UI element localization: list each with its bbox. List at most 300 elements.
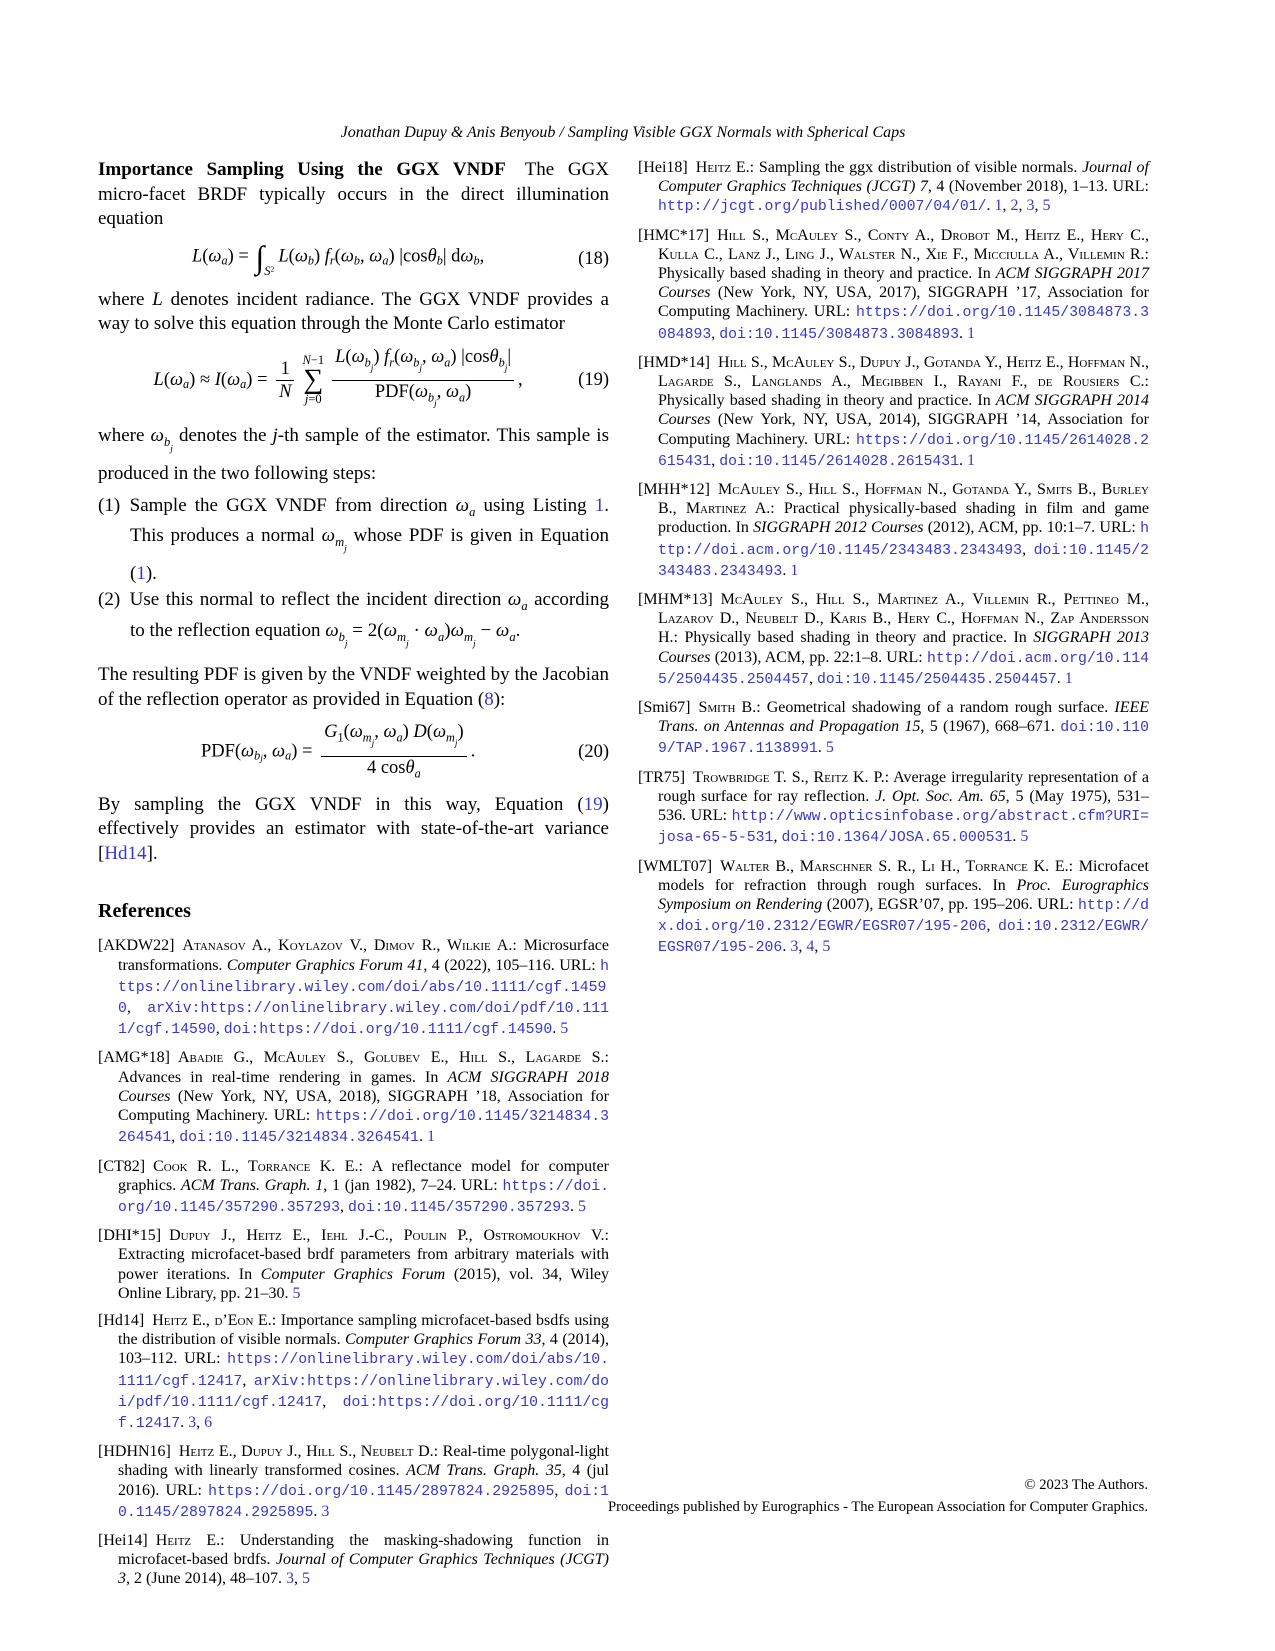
url-link[interactable]: doi:10.1145/357290.357293	[348, 1199, 570, 1216]
text-segment: Real-time polygonal-light shading with linearly transformed cosines.	[118, 1443, 609, 1480]
reference-entry	[98, 1048, 609, 1148]
equation-20-body	[98, 721, 578, 784]
text-segment: ω	[431, 346, 445, 367]
text-segment: ):	[493, 688, 506, 710]
url-link[interactable]: https://doi.org/10.1145/357290.357293	[118, 1178, 610, 1216]
ref-link[interactable]: 19	[583, 793, 603, 815]
text-segment: m	[463, 629, 474, 644]
text-segment: ,	[773, 828, 782, 846]
text-segment: , 4 (jul 2016). URL:	[118, 1462, 610, 1499]
url-link[interactable]: http://jcgt.org/published/0007/04/01/	[658, 199, 987, 216]
text-segment: (2007), EGSR’07, pp. 195–206. URL:	[822, 895, 1078, 913]
text-segment: Heitz E., d’Eon E.:	[152, 1311, 277, 1329]
reference-entry	[638, 698, 1149, 760]
text-segment: Hill S., McAuley S., Dupuy J., Gotanda Y., Heitz E., Hoffman N., Lagarde S., Langlands A., Megibben I., Rayani F., de Rousiers C.:	[658, 353, 1149, 391]
url-link[interactable]: https://onlinelibrary.wiley.com/doi/abs/10.1111/cgf.14590	[118, 958, 609, 1018]
text-segment: r	[389, 355, 395, 370]
text-segment: −	[475, 619, 496, 641]
text-segment: j	[454, 739, 458, 750]
text-segment: , 1 (jan 1982), 7–24. URL:	[323, 1176, 503, 1194]
url-link[interactable]: http://dx.doi.org/10.2312/EGWR/EGSR07/195-206	[658, 897, 1150, 936]
reference-entry	[638, 768, 1149, 849]
text-segment: ,	[518, 369, 523, 390]
integral-domain	[264, 264, 274, 279]
publisher-line: Proceedings published by Eurographics - The European Association for Computer Graphics.	[608, 1499, 1148, 1515]
sum-operator	[302, 354, 324, 406]
ref-link[interactable]: 4	[806, 938, 815, 956]
text-segment: Computer Graphics Forum 33	[345, 1331, 542, 1349]
integral-icon: ∫	[255, 238, 265, 275]
text-segment: )	[450, 346, 462, 367]
text-segment: ,	[421, 346, 432, 367]
url-link[interactable]: arXiv:https://onlinelibrary.wiley.com/doi/pdf/10.1111/cgf.14590	[118, 1001, 609, 1039]
url-link[interactable]: doi:10.1145/2614028.2615431	[719, 453, 960, 470]
text-segment: ,	[262, 741, 273, 762]
text-segment: L	[152, 288, 163, 310]
text-segment: ) =	[227, 245, 254, 266]
reference-entry	[638, 480, 1149, 582]
text-segment: Use this normal to reflect the incident direction	[129, 589, 508, 611]
text-segment: ω	[351, 346, 365, 367]
text-segment: ,	[196, 1413, 205, 1431]
reference-tag: [DHI*15]	[98, 1227, 170, 1245]
url-link[interactable]: doi:10.1109/TAP.1967.1138991	[658, 720, 1149, 758]
text-segment: G	[324, 722, 338, 743]
text-segment: )	[444, 619, 451, 641]
text-segment: ω	[414, 381, 429, 402]
text-segment: -th sample of the estimator. This sample is produced in the two following steps:	[98, 425, 609, 484]
ref-link[interactable]: 3	[321, 1502, 330, 1520]
text-segment: a	[414, 765, 421, 780]
text-segment: Abadie G., McAuley S., Golubev E., Hill S., Lagarde S.:	[178, 1049, 609, 1067]
text-segment: Cook R. L., Torrance K. E.:	[153, 1157, 363, 1175]
text-segment: .	[959, 324, 968, 342]
paragraph-resulting-pdf	[98, 663, 609, 712]
text-segment: ω	[445, 381, 460, 402]
text-segment: a	[221, 252, 228, 267]
text-segment: j	[473, 638, 476, 649]
equation-20	[98, 721, 609, 784]
reference-tag: [Hd14]	[98, 1311, 153, 1329]
text-segment: j	[370, 363, 374, 374]
text-segment: .	[419, 1128, 428, 1146]
text-segment: j	[406, 638, 409, 649]
ref-link[interactable]: 3	[285, 1570, 294, 1588]
text-segment: Average irregularity representation of a rough surface for ray reflection.	[658, 768, 1149, 805]
text-segment: Importance Sampling Using the GGX VNDF	[98, 159, 506, 180]
text-segment: θ	[427, 245, 437, 266]
reference-tag: [HMC*17]	[638, 226, 718, 244]
text-segment: using Listing	[475, 494, 595, 516]
url-link[interactable]: doi:10.1364/JOSA.65.000531	[781, 830, 1013, 847]
text-segment: ω	[340, 245, 354, 266]
text-segment: b	[307, 252, 314, 267]
text-segment: Microfacet models for refraction through rough surfaces. In	[658, 857, 1149, 894]
url-link[interactable]: doi:10.2312/EGWR/EGSR07/195-206	[658, 919, 1149, 957]
text-segment: L	[278, 245, 289, 266]
ref-link[interactable]: 1	[594, 494, 605, 516]
steps-list	[98, 494, 609, 657]
ref-link[interactable]: Hd14	[104, 842, 147, 864]
text-segment: ω	[400, 346, 414, 367]
fraction-denominator	[332, 380, 514, 415]
text-segment: Sample the GGX VNDF from direction	[129, 494, 456, 516]
text-segment: Smith B.:	[698, 699, 761, 717]
text-segment: ].	[146, 842, 158, 864]
reference-entry	[638, 857, 1149, 959]
url-link[interactable]: doi:10.1145/3214834.3264541	[179, 1130, 420, 1147]
url-link[interactable]: arXiv:https://onlinelibrary.wiley.com/doi/pdf/10.1111/cgf.12417	[118, 1373, 609, 1411]
text-segment: The resulting PDF is given by the VNDF weighted by the Jacobian of the reflection operator as provided in Equation (	[98, 664, 609, 710]
equation-19-body	[98, 346, 578, 415]
reference-entry	[98, 1157, 609, 1219]
text-segment: j	[371, 739, 375, 750]
ref-link[interactable]: 1	[967, 324, 976, 342]
text-segment: ω	[424, 619, 438, 641]
text-segment: )	[457, 722, 464, 743]
copyright-line: © 2023 The Authors.	[1024, 1477, 1148, 1493]
text-segment: (2012), ACM, pp. 10:1–7. URL:	[923, 519, 1141, 537]
text-segment: a	[437, 629, 445, 644]
text-segment: ω	[495, 619, 510, 641]
text-segment: Sampling the ggx distribution of visible normals.	[754, 159, 1083, 176]
text-segment: Computer Graphics Forum 41	[226, 956, 424, 974]
url-link[interactable]: http://www.opticsinfobase.org/abstract.cfm?URI=josa-65-5-531	[658, 809, 1149, 847]
ref-link[interactable]: 5	[822, 938, 831, 956]
text-segment: ω	[507, 589, 522, 611]
text-segment: j	[434, 399, 437, 410]
text-segment: b	[163, 435, 171, 450]
text-segment: . This produces a normal	[130, 494, 609, 546]
url-link[interactable]: http://doi.acm.org/10.1145/2504435.2504457	[658, 650, 1149, 688]
text-segment: S	[264, 263, 271, 278]
text-segment: =0	[308, 392, 322, 407]
text-segment: Trowbridge T. S., Reitz K. P.:	[693, 768, 890, 786]
text-segment: a	[285, 748, 292, 763]
sum-lower-limit	[305, 393, 322, 406]
reference-tag: [Hei18]	[638, 159, 696, 176]
text-segment: Walter B., Marschner S. R., Li H., Torrance K. E.:	[720, 857, 1074, 875]
reference-tag: [WMLT07]	[638, 857, 721, 875]
text-segment: PDF(	[200, 741, 242, 762]
text-segment: 1	[280, 358, 290, 379]
text-segment: (	[288, 245, 295, 266]
url-link[interactable]: https://doi.org/10.1145/2614028.2615431	[658, 432, 1149, 470]
text-segment: , 4 (2022), 105–116. URL:	[423, 956, 601, 974]
text-segment: ,	[814, 938, 823, 956]
text-segment: ).	[145, 562, 157, 584]
text-segment: ·	[408, 619, 425, 641]
text-segment: Practical physically-based shading in film and game production. In	[658, 500, 1150, 537]
text-segment: ,	[554, 1481, 565, 1499]
text-segment: Hill S., McAuley S., Conty A., Drobot M., Heitz E., Hery C., Kulla C., Lanz J., Ling J., Walster N., Xie F., Micciulla A., Villemin R.:	[658, 226, 1149, 263]
text-segment: denotes incident radiance. The GGX VNDF provides a way to solve this equation through the Monte Carlo estimator	[98, 288, 609, 335]
running-title: Jonathan Dupuy & Anis Benyoub / Sampling Visible GGX Normals with Spherical Caps	[340, 124, 906, 141]
reference-tag: [HDHN16]	[98, 1443, 179, 1461]
text-segment: Heitz E.:	[695, 159, 755, 176]
text-segment: ,	[986, 917, 999, 935]
text-segment: Understanding the masking-shadowing function in microfacet-based brdfs.	[118, 1531, 609, 1569]
fraction	[321, 721, 467, 784]
text-segment: j	[504, 363, 508, 374]
url-link[interactable]: https://onlinelibrary.wiley.com/doi/abs/10.1111/cgf.12417	[118, 1352, 609, 1390]
ref-link[interactable]: 5	[301, 1570, 310, 1588]
reference-entry	[638, 590, 1149, 690]
text-segment: a	[183, 376, 190, 391]
text-segment: ,	[126, 999, 148, 1017]
text-segment: |cos	[399, 245, 428, 266]
text-segment: j	[344, 638, 348, 649]
text-segment: ,	[215, 1020, 224, 1038]
text-segment: ,	[360, 245, 370, 266]
text-segment: ω	[432, 722, 447, 743]
ref-link[interactable]: 3	[188, 1413, 197, 1431]
text-segment: (New York, NY, USA, 2018), SIGGRAPH ’18, Association for Computing Machinery. URL:	[118, 1087, 609, 1125]
text-segment: (2013), ACM, pp. 22:1–8. URL:	[710, 648, 927, 666]
text-segment: (1)	[98, 494, 130, 516]
text-segment: .	[782, 561, 791, 579]
text-segment: a	[382, 252, 389, 267]
text-segment: .	[1012, 828, 1021, 846]
text-segment: a	[444, 355, 451, 370]
text-segment: b	[436, 252, 443, 267]
reference-entry	[98, 1531, 609, 1589]
text-segment: = 2(	[347, 619, 384, 641]
text-segment: SIGGRAPH 2012 Courses	[753, 519, 924, 537]
fraction-numerator	[276, 358, 294, 380]
text-segment: b	[498, 355, 505, 370]
text-segment: I	[214, 369, 221, 390]
text-segment: Dupuy J., Heitz E., Iehl J.-C., Poulin P., Ostromoukhov V.:	[169, 1227, 609, 1245]
text-segment: (	[343, 722, 350, 743]
reference-tag: [MHM*13]	[638, 591, 721, 609]
text-segment: IEEE Trans. on Antennas and Propagation 15	[658, 699, 1150, 736]
text-segment: L	[335, 346, 346, 367]
text-segment: a	[396, 730, 403, 745]
reference-tag: [TR75]	[638, 768, 694, 786]
text-segment: .	[313, 1502, 322, 1520]
text-segment: ) =	[291, 741, 318, 762]
url-link[interactable]: http://doi.acm.org/10.1145/2343483.2343493	[658, 521, 1149, 559]
fraction-denominator	[321, 756, 467, 784]
text-segment: ,	[1022, 540, 1034, 558]
ref-link[interactable]: 5	[1042, 197, 1051, 215]
text-segment: , 4 (November 2018), 1–13. URL:	[927, 178, 1150, 196]
ref-link[interactable]: 1	[427, 1128, 436, 1146]
text-segment: L	[153, 369, 164, 390]
url-link[interactable]: https://doi.org/10.1145/2897824.2925895	[208, 1483, 555, 1500]
text-segment: |	[507, 346, 512, 367]
ref-link[interactable]: 5	[1020, 828, 1029, 846]
text-segment: McAuley S., Hill S., Hoffman N., Gotanda Y., Smits B., Burley B., Martinez A.:	[658, 481, 1149, 518]
url-link[interactable]: doi:10.1145/3084873.3084893	[719, 326, 960, 343]
text-segment: ω	[349, 722, 363, 743]
url-link[interactable]: doi:10.1145/2343483.2343493	[658, 542, 1149, 580]
text-segment: ω	[208, 245, 222, 266]
text-segment: j	[419, 363, 422, 374]
text-segment: θ	[489, 346, 499, 367]
text-segment: )	[402, 722, 414, 743]
text-segment: ,	[1034, 197, 1043, 215]
text-segment: ACM SIGGRAPH 2014 Courses	[658, 392, 1149, 429]
text-segment: .	[959, 451, 968, 469]
text-segment: .	[986, 197, 995, 215]
text-segment: ,	[798, 938, 807, 956]
text-segment: , 2 (June 2014), 48–107.	[126, 1570, 286, 1588]
reference-tag: [AMG*18]	[98, 1049, 178, 1067]
reference-entry	[98, 1311, 609, 1434]
text-segment: By sampling the GGX VNDF in this way, Equation (	[98, 793, 584, 815]
url-link[interactable]: doi:10.1145/2504435.2504457	[816, 671, 1057, 688]
text-segment: A reflectance model for computer graphics.	[118, 1157, 610, 1194]
text-segment: Proc. Eurographics Symposium on Rendering	[658, 876, 1149, 913]
text-segment: b	[428, 390, 435, 405]
url-link[interactable]: https://doi.org/10.1145/3084873.3084893	[658, 305, 1149, 343]
integral-operator	[255, 238, 275, 279]
reference-entry	[98, 936, 609, 1040]
text-segment: (	[163, 369, 170, 390]
text-segment: ) effectively provides an estimator with state-of-the-art variance [	[98, 793, 609, 864]
text-segment: )	[388, 245, 400, 266]
page-footer	[98, 1474, 1148, 1518]
text-segment: (2015), vol. 34, Wiley Online Library, pp. 21–30.	[118, 1265, 609, 1302]
text-segment: ,	[1018, 197, 1027, 215]
text-segment: 2	[270, 264, 275, 274]
text-segment: r	[329, 252, 335, 267]
text-segment: a	[509, 629, 516, 644]
text-segment: .	[817, 739, 826, 757]
text-segment: ,	[711, 451, 720, 469]
text-segment: ) ≈	[189, 369, 215, 390]
url-link[interactable]: doi:https://doi.org/10.1111/cgf.12417	[118, 1394, 609, 1432]
text-segment: j	[170, 444, 173, 455]
text-segment: a	[459, 390, 466, 405]
paragraph-sample-steps	[98, 424, 609, 486]
ref-link[interactable]: 5	[578, 1197, 586, 1215]
text-segment: Computer Graphics Forum	[260, 1265, 446, 1283]
text-segment: D	[413, 722, 427, 743]
reference-entry	[638, 226, 1149, 345]
text-segment: f	[384, 346, 390, 367]
ref-link[interactable]: 3	[790, 938, 799, 956]
reference-tag: [Smi67]	[638, 699, 699, 717]
text-segment: ,	[711, 324, 720, 342]
reference-tag: [Hei14]	[98, 1531, 156, 1549]
ref-link[interactable]: 5	[292, 1284, 301, 1302]
equation-19	[98, 346, 609, 415]
text-segment: ACM Trans. Graph. 1	[180, 1176, 324, 1194]
text-segment: 1	[337, 730, 344, 745]
text-segment: (	[202, 245, 209, 266]
text-segment: (	[394, 346, 401, 367]
text-segment: )	[373, 346, 385, 367]
ref-link[interactable]: 2	[1010, 197, 1019, 215]
url-link[interactable]: https://doi.org/10.1145/3214834.3264541	[118, 1109, 609, 1147]
text-segment: b	[413, 355, 420, 370]
fraction-numerator	[321, 721, 467, 755]
text-segment: Extracting microfacet-based brdf parameters from arbitrary materials with power iterations. In	[118, 1246, 609, 1283]
text-segment: SIGGRAPH 2013 Courses	[658, 629, 1150, 666]
text-segment: ACM SIGGRAPH 2017 Courses	[658, 265, 1149, 302]
fraction-denominator	[276, 380, 294, 403]
text-segment: Microsurface transformations.	[118, 937, 609, 974]
ref-link[interactable]: 8	[484, 688, 494, 710]
text-segment: ω	[455, 494, 470, 516]
text-segment: whose PDF is given in Equation (	[130, 524, 609, 584]
text-segment: J. Opt. Soc. Am. 65	[875, 787, 1006, 805]
text-segment: Geometrical shadowing of a random rough surface.	[760, 699, 1115, 717]
text-segment: , 4 (2014), 103–112. URL:	[118, 1331, 609, 1368]
text-segment: Physically based shading in theory and practice. In	[658, 392, 996, 410]
left-column	[98, 158, 609, 1597]
reference-tag: [AKDW22]	[98, 937, 183, 955]
ref-link[interactable]: 1	[967, 451, 976, 469]
text-segment: ,	[479, 245, 485, 266]
text-segment: L	[191, 245, 203, 266]
text-segment: .	[180, 1413, 189, 1431]
url-link[interactable]: doi:10.1145/2897824.2925895	[118, 1483, 609, 1521]
text-segment: ACM Trans. Graph. 35	[406, 1462, 562, 1480]
text-segment: m	[335, 534, 345, 549]
steps-list-item-1	[98, 494, 609, 587]
text-segment: m	[362, 730, 372, 745]
text-segment: , 5 (1967), 668–671.	[920, 718, 1061, 736]
paragraph-conclusion	[98, 793, 609, 867]
text-segment: ,	[340, 1197, 348, 1215]
ref-link[interactable]: 1	[136, 562, 146, 584]
text-segment: McAuley S., Hill S., Martinez A., Villemin R., Pettineo M., Lazarov D., Neubelt D., Karis B., Hery C., Hoffman N., Zap Andersson H.:	[658, 591, 1149, 647]
reference-tag: [MHH*12]	[638, 481, 718, 499]
text-segment: Journal of Computer Graphics Techniques (JCGT) 7	[658, 159, 1150, 196]
text-segment: ω	[383, 722, 397, 743]
ref-link[interactable]: 5	[825, 739, 834, 757]
paragraph-importance-sampling	[98, 158, 609, 232]
right-column	[638, 158, 1149, 967]
ref-link[interactable]: 1	[994, 197, 1003, 215]
text-segment: )	[465, 381, 472, 402]
text-segment: .	[1056, 669, 1065, 687]
ref-link[interactable]: 3	[1026, 197, 1035, 215]
ref-link[interactable]: 1	[790, 561, 799, 579]
text-segment: ω	[227, 369, 241, 390]
ref-link[interactable]: 5	[560, 1020, 569, 1038]
url-link[interactable]: doi:https://doi.org/10.1111/cgf.14590	[223, 1022, 553, 1039]
fraction-numerator	[332, 346, 514, 380]
text-segment: (2)	[98, 589, 130, 611]
text-segment: (	[426, 722, 433, 743]
ref-link[interactable]: 1	[1064, 669, 1073, 687]
references-right-list	[638, 158, 1149, 959]
reference-tag: [HMD*14]	[638, 353, 718, 371]
text-segment: according to the reflection equation	[130, 589, 610, 641]
text-segment: b	[254, 748, 261, 763]
text-segment: N	[279, 381, 292, 402]
text-segment: θ	[405, 757, 415, 778]
text-segment: (New York, NY, USA, 2017), SIGGRAPH ’17, Association for Computing Machinery. URL:	[658, 284, 1149, 321]
fraction	[276, 358, 294, 403]
ref-link[interactable]: 6	[204, 1413, 213, 1431]
text-segment: ,	[1002, 197, 1011, 215]
sum-icon: ∑	[303, 364, 324, 396]
text-segment: b	[364, 355, 371, 370]
text-segment: j	[344, 544, 347, 555]
text-segment: ) =	[246, 369, 273, 390]
text-segment: , 5 (May 1975), 531–536. URL:	[658, 787, 1149, 825]
reference-tag: [CT82]	[98, 1157, 154, 1175]
text-segment: ω	[150, 425, 164, 447]
text-segment: Heitz E., Dupuy J., Hill S., Neubelt D.:	[178, 1443, 439, 1461]
text-segment: Heitz E.:	[155, 1531, 225, 1549]
